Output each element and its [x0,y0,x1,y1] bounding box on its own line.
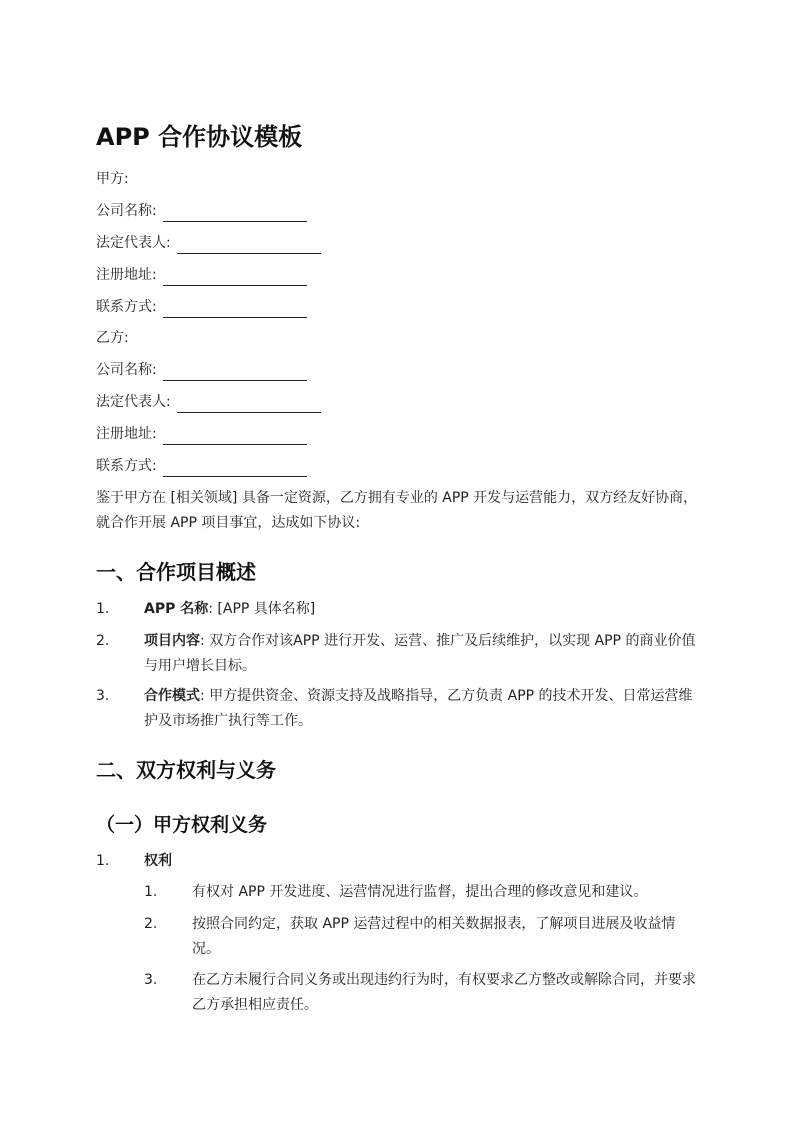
list-item [96,629,702,679]
list-item [144,880,702,905]
item-text: : 甲方提供资金、资源支持及战略指导，乙方负责 APP 的技术开发、日常运营维护及市场推广执行等工作。 [144,688,693,729]
section-2-heading: 二、双方权利与义务 [96,758,276,782]
item-key: APP 名称 [144,601,209,617]
fill-in-blank [177,238,321,254]
fill-in-blank [163,461,307,477]
item-key: 项目内容 [144,633,200,649]
fill-in-blank [163,429,307,445]
document-title: APP 合作协议模板 [96,123,303,151]
field-label: 联系方式: [96,299,157,315]
rights-label: 权利 [144,853,172,869]
fill-in-blank [163,365,307,381]
party-a-rights-subheading: （一）甲方权利义务 [96,814,268,836]
party-b-contact-row [96,455,307,477]
party-a-label: 甲方: [96,171,129,187]
list-item [144,968,702,1018]
fill-in-blank [177,397,321,413]
list-item-body [144,684,702,734]
list-number: 2. [96,633,110,649]
list-number: 3. [144,972,158,988]
party-b-address-row [96,423,307,445]
item-text: 有权对 APP 开发进度、运营情况进行监督，提出合理的修改意见和建议。 [192,884,648,900]
party-a-company-name-row [96,200,307,222]
party-b-legal-rep-row [96,391,321,413]
section-1-heading: 一、合作项目概述 [96,560,256,584]
party-a-legal-rep-row [96,232,321,254]
item-text: : [APP 具体名称] [208,601,316,617]
list-item [96,684,702,734]
party-b-label: 乙方: [96,330,129,346]
field-label: 公司名称: [96,203,157,219]
item-key: 合作模式 [144,688,200,704]
field-label: 法定代表人: [96,394,171,410]
item-text: 按照合同约定，获取 APP 运营过程中的相关数据报表，了解项目进展及收益情况。 [192,916,676,957]
list-number: 1. [96,601,110,617]
field-label: 法定代表人: [96,235,171,251]
list-item-body [144,597,702,622]
rights-heading-item [96,849,702,874]
field-label: 注册地址: [96,426,157,442]
party-a-address-row [96,264,307,286]
field-label: 公司名称: [96,362,157,378]
list-number: 2. [144,916,158,932]
fill-in-blank [163,270,307,286]
fill-in-blank [163,302,307,318]
list-item [96,597,702,622]
party-b-company-name-row [96,359,307,381]
item-text: : 双方合作对该APP 进行开发、运营、推广及后续维护，以实现 APP 的商业价值与用户增长目标。 [144,633,696,674]
list-item [144,912,702,962]
field-label: 联系方式: [96,458,157,474]
list-number: 3. [96,688,110,704]
list-number: 1. [144,884,158,900]
list-number: 1. [96,853,110,869]
list-item-body [144,849,702,874]
party-a-contact-row [96,296,307,318]
field-label: 注册地址: [96,267,157,283]
item-text: 在乙方未履行合同义务或出现违约行为时，有权要求乙方整改或解除合同，并要求乙方承担相应责任。 [192,972,696,1013]
intro-paragraph: 鉴于甲方在 [相关领域] 具备一定资源，乙方拥有专业的 APP 开发与运营能力，双方经友好协商，就合作开展 APP 项目事宜，达成如下协议: [96,490,698,531]
fill-in-blank [163,206,307,222]
list-item-body [144,629,702,679]
